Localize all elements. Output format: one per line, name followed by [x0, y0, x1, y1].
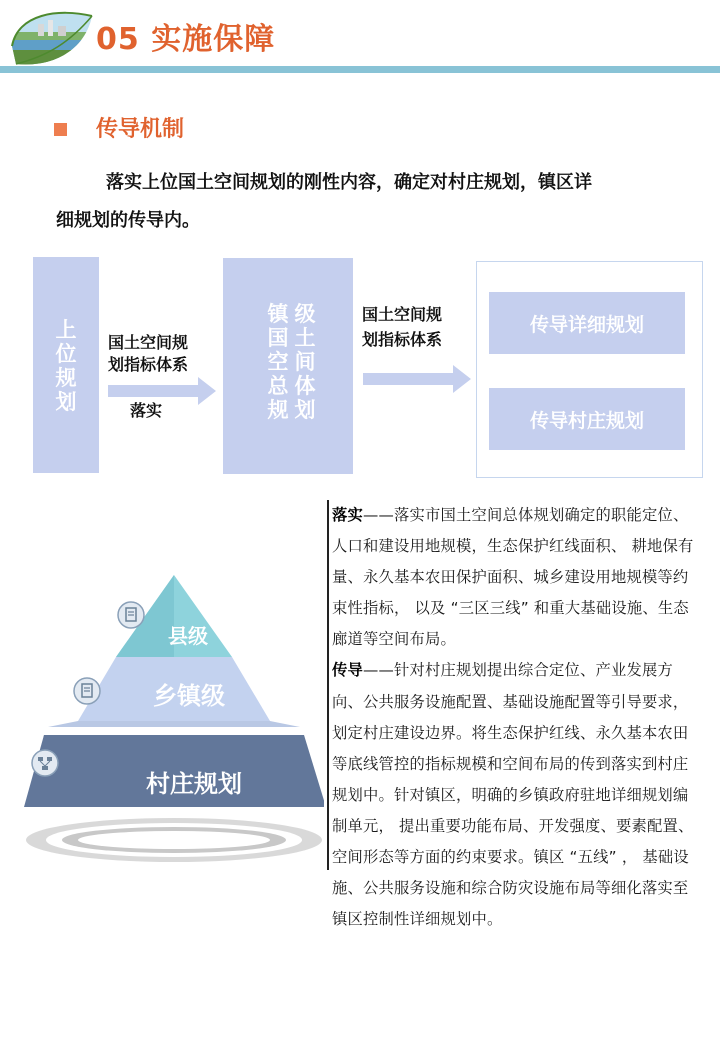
guide-term: 传导 — [332, 661, 363, 680]
arrow1-label-line-2: 划指标体系 — [108, 355, 189, 374]
upper-plan-label: 上位规划 — [55, 318, 77, 414]
arrow2-label-line-1: 国土空间规 — [362, 305, 443, 324]
leaf-landscape-logo — [8, 6, 94, 72]
header-divider — [0, 66, 720, 73]
arrow1-label-line-1: 国土空间规 — [108, 333, 189, 352]
output-detail-plan: 传导详细规划 — [489, 292, 685, 354]
town-plan-label-col-1: 镇国空总规 — [267, 302, 289, 422]
text-divider — [327, 500, 329, 870]
output-village-plan: 传导村庄规划 — [489, 388, 685, 450]
intro-text-line-1: 落实上位国土空间规划的刚性内容，确定对村庄规划，镇区详 — [106, 172, 592, 193]
page-title: 05 实施保障 — [96, 22, 276, 57]
section-title: 传导机制 — [96, 117, 185, 142]
town-plan-label-col-2: 级土间体划 — [294, 302, 316, 422]
pyramid-tier-township: 乡镇级 — [153, 682, 225, 710]
pyramid-tier-county: 县级 — [168, 624, 208, 648]
implement-term: 落实 — [332, 506, 363, 524]
network-icon — [30, 748, 60, 778]
implement-paragraph — [332, 500, 702, 655]
intro-text-line-2: 细规划的传导内。 — [56, 210, 200, 231]
body-text — [332, 500, 702, 935]
document-icon — [72, 676, 102, 706]
guide-paragraph — [332, 655, 702, 935]
guide-description: ——针对村庄规划提出综合定位、产业发展方向、公共服务设施配置、基础设施配置等引导要求，划定村庄建设边界。将生态保护红线、永久基本农田等底线管控的指标规模和空间布局的传到落实到村庄规划中。针对镇区，明确的乡镇政府驻地详细规划编制单元， 提出重要功能布局、开发强度、要素配置、空间形态等方面的约束要求。镇区 “五线” ， 基础设施、公共服务设施和综合防灾设施布局等细化落实至镇区控制性详细规划中。 — [332, 661, 694, 929]
pyramid-tier-village: 村庄规划 — [146, 770, 242, 798]
arrow-right-icon — [363, 365, 471, 393]
implement-description: ——落实市国土空间总体规划确定的职能定位、人口和建设用地规模，生态保护红线面积、 耕地保有量、永久基本农田保护面积、城乡建设用地规模等约束性指标， 以及 “三区三线” 和重大基础设施、生态廊道等空间布局。 — [332, 506, 694, 649]
section-bullet-icon — [54, 123, 67, 136]
arrow1-action-label: 落实 — [130, 401, 163, 420]
arrow2-label-line-2: 划指标体系 — [362, 330, 443, 349]
document-icon — [116, 600, 146, 630]
